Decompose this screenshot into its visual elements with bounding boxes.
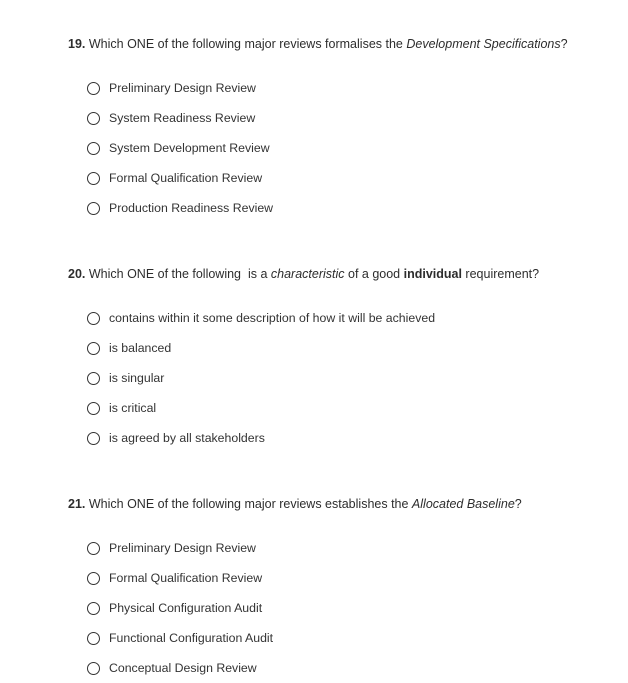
question-19: [68, 36, 608, 223]
radio-button-icon[interactable]: [87, 542, 100, 555]
radio-button-icon[interactable]: [87, 112, 100, 125]
option-label: System Development Review: [109, 141, 270, 155]
option-c[interactable]: [87, 363, 608, 393]
radio-button-icon[interactable]: [87, 632, 100, 645]
stem-text-end: requirement?: [461, 267, 540, 281]
option-e[interactable]: [87, 653, 608, 683]
option-e[interactable]: [87, 193, 608, 223]
radio-button-icon[interactable]: [87, 82, 100, 95]
radio-button-icon[interactable]: [87, 142, 100, 155]
option-list: [68, 533, 608, 683]
option-label: contains within it some description of how it will be achieved: [109, 311, 436, 325]
question-stem: [68, 36, 608, 52]
option-label: is agreed by all stakeholders: [109, 431, 265, 445]
option-label: is critical: [109, 401, 157, 415]
option-d[interactable]: [87, 393, 608, 423]
option-label: is balanced: [109, 341, 172, 355]
question-20: [68, 266, 608, 453]
radio-button-icon[interactable]: [87, 572, 100, 585]
option-list: [68, 73, 608, 223]
stem-text: Which ONE of the following is a: [85, 267, 271, 281]
stem-text-middle: of a good: [344, 267, 404, 281]
option-label: is singular: [109, 371, 165, 385]
stem-text-end: ?: [514, 497, 522, 511]
option-a[interactable]: [87, 303, 608, 333]
option-label: Functional Configuration Audit: [109, 631, 274, 645]
option-b[interactable]: [87, 103, 608, 133]
option-label: Formal Qualification Review: [109, 571, 263, 585]
stem-emphasis: characteristic: [270, 267, 345, 281]
radio-button-icon[interactable]: [87, 662, 100, 675]
stem-text: Which ONE of the following major reviews formalises the: [85, 37, 407, 51]
radio-button-icon[interactable]: [87, 202, 100, 215]
question-stem: [68, 266, 608, 282]
option-b[interactable]: [87, 563, 608, 593]
radio-button-icon[interactable]: [87, 172, 100, 185]
stem-bold: individual: [403, 267, 462, 281]
radio-button-icon[interactable]: [87, 432, 100, 445]
option-label: Production Readiness Review: [109, 201, 274, 215]
option-label: Conceptual Design Review: [109, 661, 257, 675]
question-stem: [68, 496, 608, 512]
stem-emphasis: Development Specifications: [406, 37, 561, 51]
question-number: 19.: [68, 37, 86, 51]
question-number: 21.: [68, 497, 86, 511]
radio-button-icon[interactable]: [87, 312, 100, 325]
radio-button-icon[interactable]: [87, 402, 100, 415]
question-21: [68, 496, 608, 683]
option-d[interactable]: [87, 623, 608, 653]
option-a[interactable]: [87, 533, 608, 563]
option-a[interactable]: [87, 73, 608, 103]
question-number: 20.: [68, 267, 86, 281]
radio-button-icon[interactable]: [87, 602, 100, 615]
stem-text-end: ?: [560, 37, 568, 51]
option-label: Preliminary Design Review: [109, 541, 256, 555]
option-c[interactable]: [87, 133, 608, 163]
stem-text: Which ONE of the following major reviews establishes the: [85, 497, 412, 511]
option-label: Formal Qualification Review: [109, 171, 263, 185]
option-d[interactable]: [87, 163, 608, 193]
option-c[interactable]: [87, 593, 608, 623]
option-list: [68, 303, 608, 453]
radio-button-icon[interactable]: [87, 372, 100, 385]
option-label: System Readiness Review: [109, 111, 256, 125]
option-b[interactable]: [87, 333, 608, 363]
option-e[interactable]: [87, 423, 608, 453]
radio-button-icon[interactable]: [87, 342, 100, 355]
option-label: Preliminary Design Review: [109, 81, 256, 95]
stem-emphasis: Allocated Baseline: [411, 497, 515, 511]
option-label: Physical Configuration Audit: [109, 601, 263, 615]
